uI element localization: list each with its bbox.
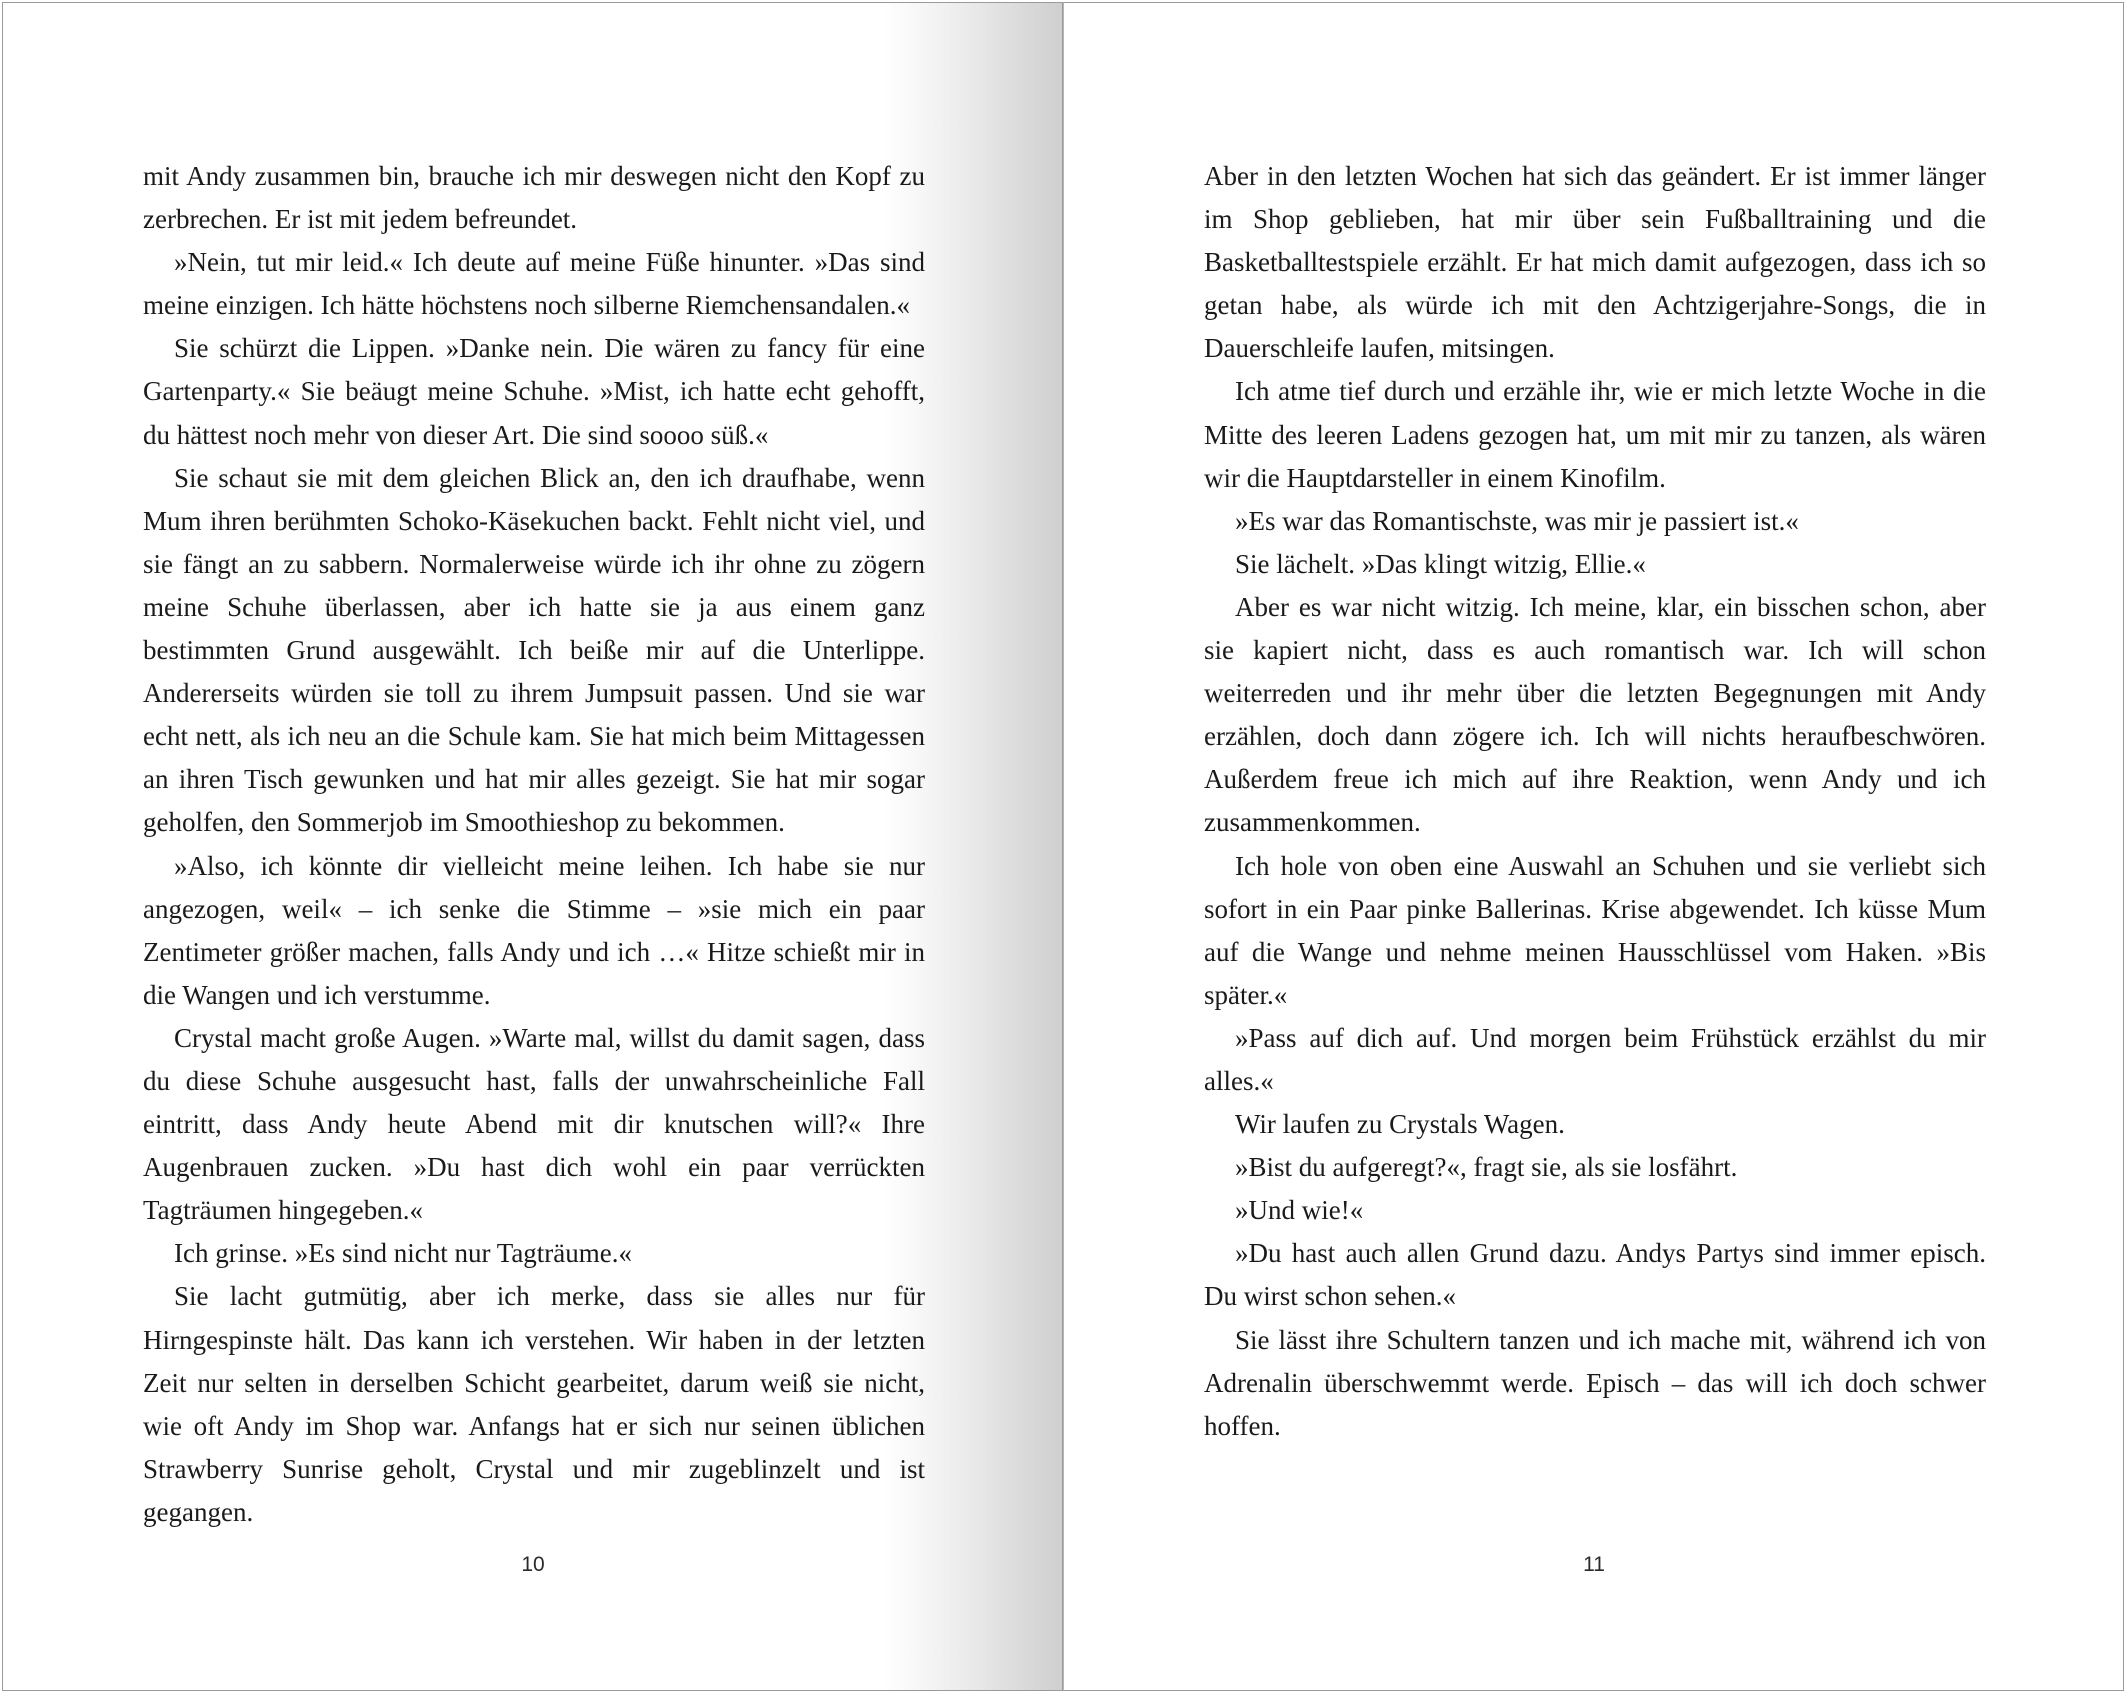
paragraph: »Bist du aufgeregt?«, fragt sie, als sie losfährt. xyxy=(1235,1152,1738,1183)
paragraph: Sie lacht gutmütig, aber ich merke, dass sie alles nur für Hirngespinste hält. Das kann ich verstehen. Wir haben in der letzten Zeit nur selten in derselben Schicht gearbeitet, darum weiß sie nicht, wie oft Andy im Shop war. Anfangs hat er sich nur seinen üblichen Strawberry Sunrise geholt, Crystal und mir zugeblinzelt und ist gegangen. xyxy=(143,1281,925,1527)
right-page xyxy=(1063,2,2124,1691)
paragraph: Sie schaut sie mit dem gleichen Blick an, den ich draufhabe, wenn Mum ihren berühmten Schoko-Käsekuchen backt. Fehlt nicht viel, und sie fängt an zu sabbern. Normalerweise würde ich ihr ohne zu zögern meine Schuhe überlassen, aber ich hatte sie ja aus einem ganz bestimmten Grund ausgewählt. Ich beiße mir auf die Unterlippe. Andererseits würden sie toll zu ihrem Jumpsuit passen. Und sie war echt nett, als ich neu an die Schule kam. Sie hat mich beim Mittagessen an ihren Tisch gewunken und hat mir alles gezeigt. Sie hat mir sogar geholfen, den Sommerjob im Smoothieshop zu bekommen. xyxy=(143,462,925,838)
paragraph: Ich hole von oben eine Auswahl an Schuhen und sie verliebt sich sofort in ein Paar pinke Ballerinas. Krise abgewendet. Ich küsse Mum auf die Wange und nehme meinen Hausschlüssel vom Haken. »Bis später.« xyxy=(1204,850,1986,1010)
paragraph: »Du hast auch allen Grund dazu. Andys Partys sind immer episch. Du wirst schon sehen.« xyxy=(1204,1238,1986,1312)
paragraph: Wir laufen zu Crystals Wagen. xyxy=(1235,1109,1565,1140)
page-number: 10 xyxy=(521,1553,545,1576)
left-page-text xyxy=(143,155,925,1534)
paragraph: Crystal macht große Augen. »Warte mal, willst du damit sagen, dass du diese Schuhe ausgesucht hast, falls der unwahrscheinliche Fall eintritt, dass Andy heute Abend mit dir knutschen will?« Ihre Augenbrauen zucken. »Du hast dich wohl ein paar verrückten Tagträumen hingegeben.« xyxy=(143,1022,925,1226)
left-page xyxy=(2,2,1063,1691)
paragraph: »Pass auf dich auf. Und morgen beim Frühstück erzählst du mir alles.« xyxy=(1204,1022,1986,1096)
paragraph: Aber es war nicht witzig. Ich meine, klar, ein bisschen schon, aber sie kapiert nicht, dass es auch romantisch war. Ich will schon weiterreden und ihr mehr über die letzten Begegnungen mit Andy erzählen, doch dann zögere ich. Ich will nichts heraufbeschwören. Außerdem freue ich mich auf ihre Reaktion, wenn Andy und ich zusammenkommen. xyxy=(1204,591,1986,838)
paragraph: Ich atme tief durch und erzähle ihr, wie er mich letzte Woche in die Mitte des leeren Ladens gezogen hat, um mit mir zu tanzen, als wären wir die Hauptdarsteller in einem Kinofilm. xyxy=(1204,376,1986,493)
paragraph: Sie schürzt die Lippen. »Danke nein. Die wären zu fancy für eine Gartenparty.« Sie beäugt meine Schuhe. »Mist, ich hatte echt gehofft, du hättest noch mehr von dieser Art. Die sind soooo süß.« xyxy=(143,333,925,450)
paragraph: mit Andy zusammen bin, brauche ich mir deswegen nicht den Kopf zu zerbrechen. Er ist mit jedem befreundet. xyxy=(143,161,925,235)
paragraph: Ich grinse. »Es sind nicht nur Tagträume.« xyxy=(174,1238,633,1269)
right-page-text xyxy=(1204,155,1986,1448)
paragraph: Aber in den letzten Wochen hat sich das geändert. Er ist immer länger im Shop geblieben, hat mir über sein Fußballtraining und die Basketballtestspiele erzählt. Er hat mich damit aufgezogen, dass ich so getan habe, als würde ich mit den Achtzigerjahre-Songs, die in Dauerschleife laufen, mitsingen. xyxy=(1204,161,1986,364)
paragraph: »Es war das Romantischste, was mir je passiert ist.« xyxy=(1235,505,1799,536)
paragraph: Sie lächelt. »Das klingt witzig, Ellie.« xyxy=(1235,548,1646,579)
page-number: 11 xyxy=(1583,1553,1605,1576)
paragraph: »Und wie!« xyxy=(1235,1195,1364,1226)
paragraph: »Nein, tut mir leid.« Ich deute auf meine Füße hinunter. »Das sind meine einzigen. Ich hätte höchstens noch silberne Riemchensandalen.« xyxy=(143,247,925,321)
paragraph: »Also, ich könnte dir vielleicht meine leihen. Ich habe sie nur angezogen, weil« – ich senke die Stimme – »sie mich ein paar Zentimeter größer machen, falls Andy und ich …« Hitze schießt mir in die Wangen und ich verstumme. xyxy=(143,850,925,1010)
paragraph: Sie lässt ihre Schultern tanzen und ich mache mit, während ich von Adrenalin überschwemmt werde. Episch – das will ich doch schwer hoffen. xyxy=(1204,1324,1986,1441)
